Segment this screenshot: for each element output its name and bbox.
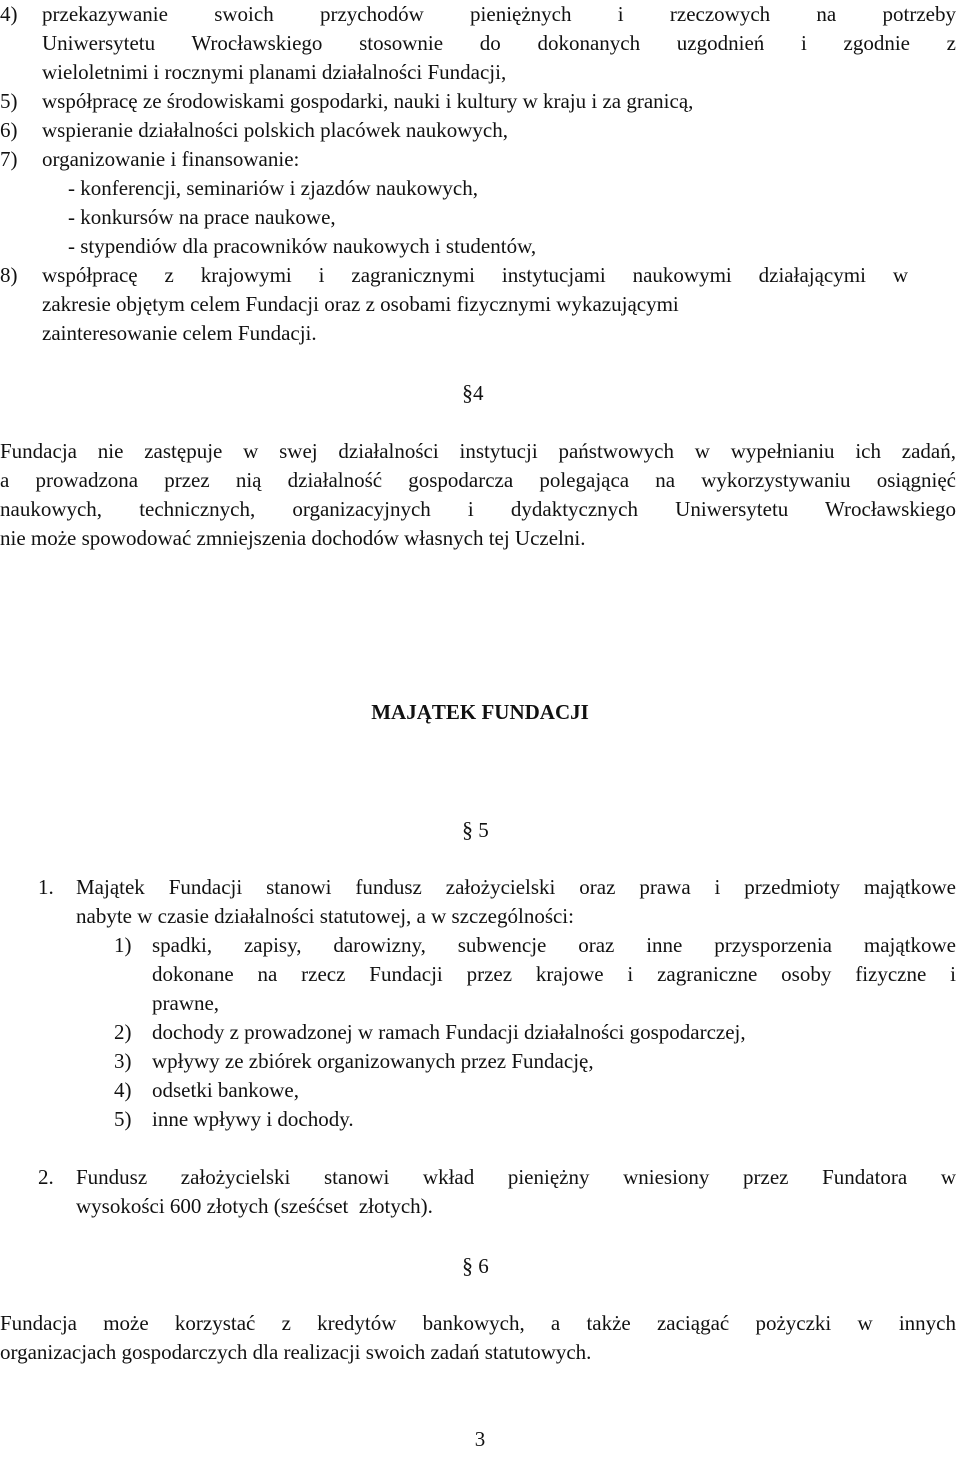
sub-number: 2) [114,1020,132,1044]
sub-number: 4) [114,1078,132,1102]
chapter-heading: MAJĄTEK FUNDACJI [371,700,589,724]
section-heading-5 [462,815,489,845]
sub-text-line: odsetki bankowe, [152,1078,299,1102]
paragraph-line: Fundacja może korzystać z kredytów bankowych, a także zaciągać pożyczki w innych [0,1311,956,1335]
section-heading-4 [462,378,484,408]
sub-text-line: prawne, [152,991,220,1015]
list-number: 8) [0,263,18,287]
paragraph-line: organizacjach gospodarczych dla realizacji swoich zadań statutowych. [0,1340,592,1364]
sub-text-line: dokonane na rzecz Fundacji przez krajowe i zagraniczne osoby fizyczne i [152,962,956,986]
sub-text-line: inne wpływy i dochody. [152,1107,354,1131]
list-text-line: przekazywanie swoich przychodów pieniężnych i rzeczowych na potrzeby [42,2,956,26]
sub-number: 5) [114,1107,132,1131]
point-number: 2. [38,1165,54,1189]
sub-item: - stypendiów dla pracowników naukowych i studentów, [68,234,537,258]
sub-item: - konferencji, seminariów i zjazdów naukowych, [68,176,478,200]
sub-text-line: dochody z prowadzonej w ramach Fundacji działalności gospodarczej, [152,1020,746,1044]
section-heading-6 [462,1251,489,1281]
sub-text-line: spadki, zapisy, darowizny, subwencje oraz inne przysporzenia majątkowe [152,933,956,957]
list-text-line: wspieranie działalności polskich placówek naukowych, [42,118,508,142]
list-text-line: współpracę z krajowymi i zagranicznymi instytucjami naukowymi działającymi w [42,263,908,287]
paragraph-line: nie może spowodować zmniejszenia dochodów własnych tej Uczelni. [0,526,586,550]
point-number: 1. [38,875,54,899]
section-number: 4 [473,381,484,405]
section-sign: § [462,817,473,842]
paragraph-line: Fundacja nie zastępuje w swej działalności instytucji państwowych w wypełnianiu ich zadań, [0,439,956,463]
sub-number: 1) [114,933,132,957]
section-sign: § [462,1253,473,1278]
section-number: 5 [478,818,489,842]
point-text-line: Majątek Fundacji stanowi fundusz założycielski oraz prawa i przedmioty majątkowe [76,875,956,899]
list-number: 7) [0,147,18,171]
list-text-line: organizowanie i finansowanie: [42,147,300,171]
point-text-line: wysokości 600 złotych (sześćset złotych). [76,1194,433,1218]
sub-number: 3) [114,1049,132,1073]
paragraph-line: a prowadzona przez nią działalność gospodarcza polegająca na wykorzystywaniu osiągnięć [0,468,956,492]
page-number: 3 [474,1427,486,1451]
section-number: 6 [478,1254,489,1278]
list-number: 5) [0,89,18,113]
list-number: 4) [0,2,18,26]
sub-text-line: wpływy ze zbiórek organizowanych przez Fundację, [152,1049,594,1073]
list-text-line: zakresie objętym celem Fundacji oraz z osobami fizycznymi wykazującymi [42,292,679,316]
list-text-line: wieloletnimi i rocznymi planami działalności Fundacji, [42,60,507,84]
paragraph-line: naukowych, technicznych, organizacyjnych i dydaktycznych Uniwersytetu Wrocławskiego [0,497,956,521]
section-sign: § [462,380,473,405]
list-text-line: współpracę ze środowiskami gospodarki, nauki i kultury w kraju i za granicą, [42,89,694,113]
list-text-line: zainteresowanie celem Fundacji. [42,321,317,345]
list-text-line: Uniwersytetu Wrocławskiego stosownie do dokonanych uzgodnień i zgodnie z [42,31,956,55]
point-text-line: nabyte w czasie działalności statutowej, a w szczególności: [76,904,574,928]
point-text-line: Fundusz założycielski stanowi wkład pieniężny wniesiony przez Fundatora w [76,1165,956,1189]
list-number: 6) [0,118,18,142]
sub-item: - konkursów na prace naukowe, [68,205,336,229]
